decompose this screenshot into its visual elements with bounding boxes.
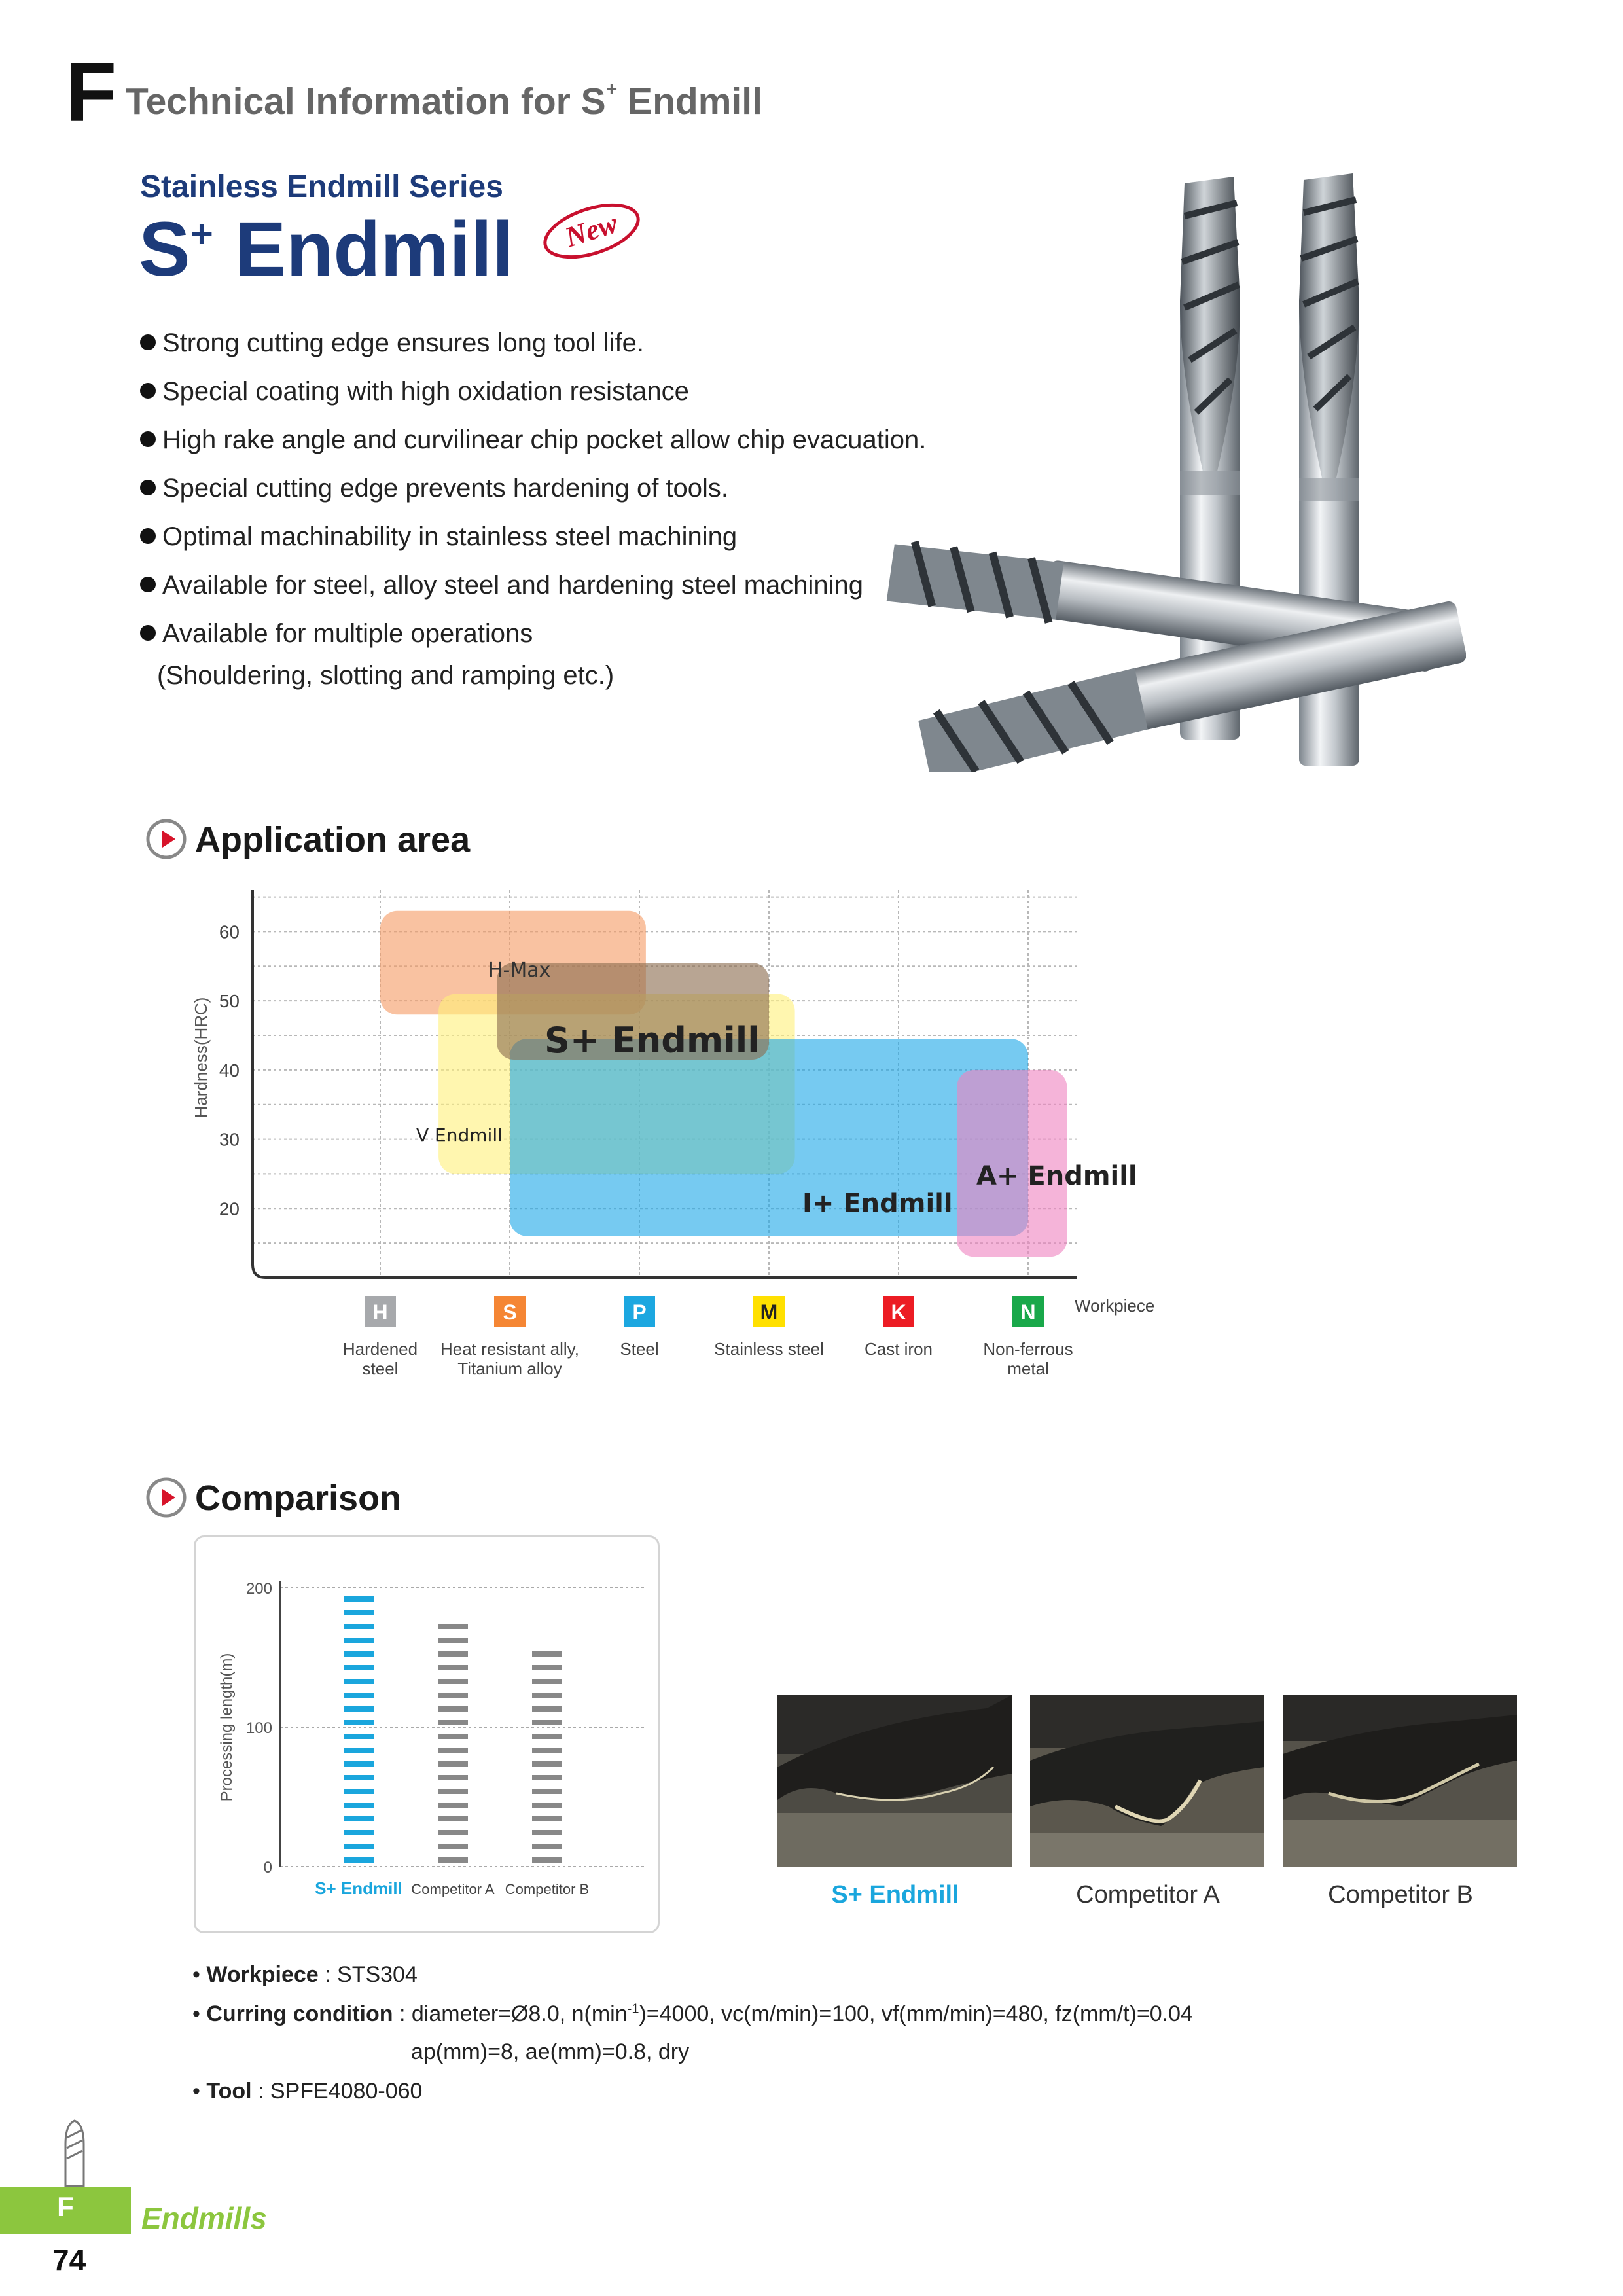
category-code: H [372,1300,388,1324]
feature-item-continuation: (Shouldering, slotting and ramping etc.) [157,661,615,690]
feature-item: Strong cutting edge ensures long tool life. [140,329,644,358]
bar-segment [438,1734,468,1739]
category-code: M [760,1300,778,1324]
bar-segment [344,1761,374,1767]
competitor-b-wear-photo [1283,1695,1517,1867]
category-name: steel [362,1359,399,1378]
s-plus-endmill-wear-photo [777,1695,1012,1867]
bar-segment [344,1596,374,1602]
bullet-icon [140,577,156,592]
new-badge-text: New [561,206,622,254]
bar-segment [532,1679,562,1684]
bullet-icon [140,431,156,447]
feature-item: Available for steel, alloy steel and hardening steel machining [140,571,863,600]
category-name: Steel [620,1339,659,1359]
product-name: S+ Endmill [139,206,514,293]
photo-label: S+ Endmill [831,1881,959,1909]
bar-segment [438,1816,468,1821]
endmill-tools-photo [877,164,1466,772]
bar-segment [438,1720,468,1725]
bar-segment [438,1748,468,1753]
bar-segment [532,1651,562,1657]
bar-segment [344,1624,374,1629]
y-tick-label: 0 [263,1859,272,1876]
photo-label: Competitor B [1328,1881,1473,1909]
bar-segment [344,1857,374,1863]
bar-segment [438,1638,468,1643]
bar-segment [532,1816,562,1821]
competitor-a-wear-photo [1030,1695,1264,1867]
y-axis-label: Hardness(HRC) [191,997,211,1119]
footer-section-label: Endmills [141,2201,267,2235]
bar-segment [438,1679,468,1684]
bar-segment [344,1748,374,1753]
bar-segment [344,1803,374,1808]
section-title: Comparison [195,1479,402,1518]
feature-item: Special cutting edge prevents hardening of tools. [140,474,728,503]
feature-item: High rake angle and curvilinear chip pocket allow chip evacuation. [140,425,926,455]
category-name: Titanium alloy [457,1359,562,1378]
region-label: V Endmill [416,1124,503,1146]
bar-segment [344,1789,374,1794]
bar-segment [438,1844,468,1849]
bar-segment [438,1624,468,1629]
page-title: Technical Information for S+ Endmill [126,79,762,122]
bar-segment [532,1830,562,1835]
feature-item: Special coating with high oxidation resistance [140,377,689,406]
application-area-chart [177,877,1191,1388]
bullet-icon [140,528,156,544]
bar-segment [532,1748,562,1753]
bullet-icon [140,383,156,399]
bar-segment [344,1665,374,1670]
y-tick-label: 60 [219,922,240,942]
footer-chapter-letter: F [57,2191,74,2222]
bar-segment [532,1857,562,1863]
category-name: metal [1007,1359,1049,1378]
bar-segment [344,1734,374,1739]
bar-segment [344,1830,374,1835]
bar-segment [438,1789,468,1794]
comparison-bar-chart [194,1535,660,1933]
page-number: 74 [52,2243,86,2277]
category-name: Non-ferrous [983,1339,1073,1359]
bullet-icon [140,480,156,495]
category-name: Stainless steel [714,1339,824,1359]
y-tick-label: 30 [219,1129,240,1150]
bar-segment [532,1761,562,1767]
play-circle-icon [145,818,187,860]
feature-item: Optimal machinability in stainless steel machining [140,522,737,552]
play-circle-icon [145,1477,187,1518]
y-tick-label: 40 [219,1060,240,1081]
bar-segment [532,1665,562,1670]
bar-segment [532,1775,562,1780]
bar-segment [438,1775,468,1780]
chapter-letter: F [65,46,117,139]
y-tick-label: 200 [245,1580,272,1598]
bar-segment [532,1693,562,1698]
bar-segment [438,1761,468,1767]
note-cutting-condition-cont: ap(mm)=8, ae(mm)=0.8, dry [411,2039,690,2064]
bar-segment [438,1803,468,1808]
bar-segment [532,1706,562,1712]
bar-segment [344,1651,374,1657]
x-category-label: S+ Endmill [315,1878,402,1898]
note-cutting-condition: • Curring condition : diameter=Ø8.0, $n(\min^{-1})=4000$, vc(m/min)=100, vf(mm/min)=480, fz(mm/t)=0.04 [192,2001,1193,2026]
bar-segment [438,1665,468,1670]
x-category-label: Competitor A [411,1881,495,1897]
bar-segment [344,1775,374,1780]
endmill-outline-icon [56,2118,93,2187]
bullet-icon [140,625,156,641]
category-code: N [1020,1300,1036,1324]
category-name: Cast iron [864,1339,933,1359]
bar-segment [344,1693,374,1698]
section-title: Application area [195,820,471,859]
bullet-icon [140,334,156,350]
x-category-label: Competitor B [505,1881,590,1897]
bar-segment [532,1734,562,1739]
bar-segment [438,1857,468,1863]
bar-1 [438,1624,468,1863]
photo-label: Competitor A [1076,1881,1220,1909]
category-code: K [891,1300,906,1324]
category-code: S [503,1300,517,1324]
region-label: H-Max [488,959,551,982]
bar-segment [344,1720,374,1725]
category-name: Heat resistant ally, [440,1339,579,1359]
bar-0 [344,1596,374,1863]
y-axis-label: Processing length(m) [218,1653,236,1802]
bar-segment [438,1830,468,1835]
y-tick-label: 100 [245,1719,272,1737]
note-tool: • Tool : SPFE4080-060 [192,2079,423,2104]
category-name: Hardened [342,1339,418,1359]
region-label: S+ Endmill [544,1020,760,1061]
bar-segment [344,1706,374,1712]
note-workpiece: • Workpiece : STS304 [192,1962,418,1987]
x-axis-label: Workpiece [1075,1296,1155,1316]
bar-segment [438,1706,468,1712]
bar-segment [344,1844,374,1849]
bar-segment [344,1679,374,1684]
bar-segment [344,1816,374,1821]
series-name: Stainless Endmill Series [140,170,503,204]
bar-segment [438,1651,468,1657]
region-label: I+ Endmill [802,1189,953,1219]
bar-segment [532,1844,562,1849]
bar-segment [532,1803,562,1808]
bar-segment [344,1638,374,1643]
y-tick-label: 50 [219,991,240,1012]
bar-segment [438,1693,468,1698]
y-tick-label: 20 [219,1198,240,1219]
bar-segment [344,1610,374,1615]
bar-segment [532,1789,562,1794]
region-label: A+ Endmill [976,1161,1137,1191]
feature-item: Available for multiple operations [140,619,533,649]
bar-2 [532,1651,562,1863]
category-code: P [632,1300,647,1324]
new-badge [541,195,643,267]
bar-segment [532,1720,562,1725]
